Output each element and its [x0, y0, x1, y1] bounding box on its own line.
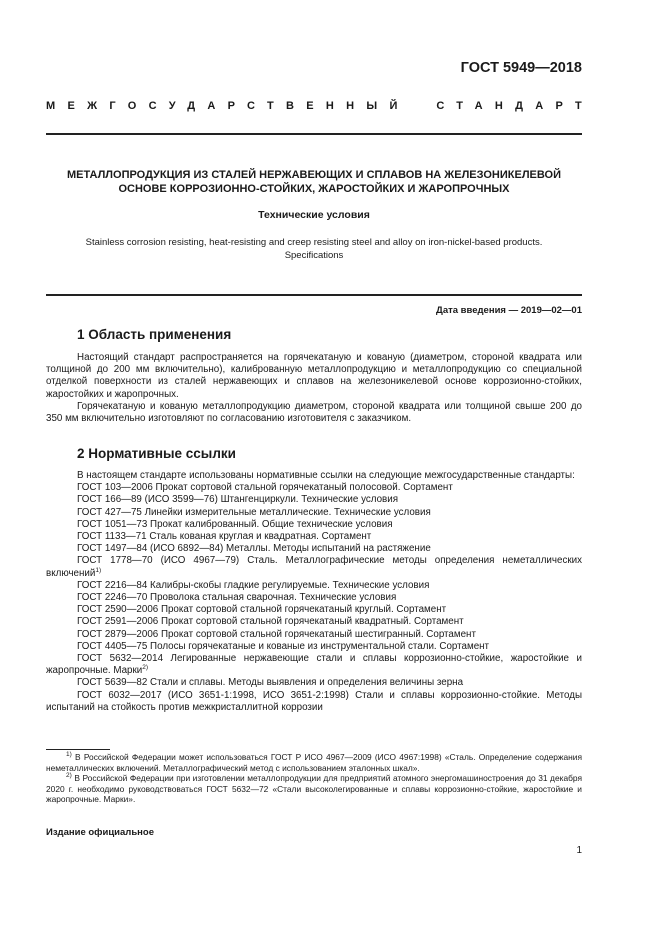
footnotes [46, 752, 582, 805]
reference-text: ГОСТ 1778—70 (ИСО 4967—79) Сталь. Металлографические методы определения неметаллических включений [46, 555, 582, 579]
section-1-paragraph: Горячекатаную и кованую металлопродукцию диаметром, стороной квадрата или толщиной свыше 200 до 350 мм включительно изготовляют по согласованию изготовителя с заказчиком. [46, 400, 582, 425]
reference-item: ГОСТ 4405—75 Полосы горячекатаные и кованые из инструментальной стали. Сортамент [77, 640, 490, 652]
document-code: ГОСТ 5949—2018 [460, 60, 582, 76]
reference-item: ГОСТ 2590—2006 Прокат сортовой стальной горячекатаный круглый. Сортамент [77, 604, 447, 616]
reference-item: ГОСТ 166—89 (ИСО 3599—76) Штангенциркули. Технические условия [77, 494, 399, 506]
reference-item: ГОСТ 2591—2006 Прокат сортовой стальной горячекатаный квадратный. Сортамент [77, 616, 464, 628]
reference-item: ГОСТ 427—75 Линейки измерительные металлические. Технические условия [77, 506, 431, 518]
page-number: 1 [576, 845, 582, 856]
footnote-2-text: В Российской Федерации при изготовлении металлопродукции для предприятий атомного энергомашиностроения до 31 декабря 2020 г. необходимо руководствоваться ГОСТ 5632—72 «Стали высоколегированные и сплавы коррозионно-стойкие, жаростойкие и жаропрочные. Марки». [46, 773, 583, 805]
footnote-2 [46, 773, 582, 805]
footnote-ref-1: 1) [95, 566, 102, 574]
footnote-ref-2: 2) [142, 664, 149, 672]
footnote-1 [46, 752, 582, 773]
reference-item: ГОСТ 2246—70 Проволока стальная сварочная. Технические условия [77, 592, 397, 604]
section-2-heading: 2 Нормативные ссылки [77, 446, 236, 461]
official-edition-label: Издание официальное [46, 827, 154, 838]
english-title-line-1: Stainless corrosion resisting, heat-resisting and creep resisting steel and alloy on iron-nickel-based products. [85, 237, 543, 248]
section-1-body [46, 352, 582, 425]
reference-item: ГОСТ 5639—82 Стали и сплавы. Методы выявления и определения величины зерна [77, 677, 464, 689]
reference-item: ГОСТ 6032—2017 (ИСО 3651-1:1998, ИСО 3651-2:1998) Стали и сплавы коррозионно-стойкие. Методы испытаний на стойкость против межкристаллитной коррозии [46, 689, 582, 713]
reference-item [46, 555, 582, 579]
reference-text: ГОСТ 5632—2014 Легированные нержавеющие стали и сплавы коррозионно-стойкие, жаростойкие и жаропрочные. Марки [46, 653, 582, 677]
top-divider [46, 133, 582, 135]
reference-item: ГОСТ 1051—73 Прокат калиброванный. Общие технические условия [77, 518, 393, 530]
footnote-1-text: В Российской Федерации может использоваться ГОСТ Р ИСО 4967—2009 (ИСО 4967:1998) «Сталь. Определение содержания неметаллических включений. Металлографический метод с использованием эталонных шкал». [46, 752, 583, 773]
reference-item: ГОСТ 2879—2006 Прокат сортовой стальной горячекатаный шестигранный. Сортамент [77, 628, 476, 640]
reference-item: ГОСТ 103—2006 Прокат сортовой стальной горячекатаный полосовой. Сортамент [77, 482, 453, 494]
reference-item [46, 653, 582, 677]
document-subtitle: Технические условия [258, 209, 370, 221]
title-line-2: ОСНОВЕ КОРРОЗИОННО-СТОЙКИХ, ЖАРОСТОЙКИХ И ЖАРОПРОЧНЫХ [118, 183, 510, 195]
reference-item: ГОСТ 2216—84 Калибры-скобы гладкие регулируемые. Технические условия [77, 579, 430, 591]
english-title-line-2: Specifications [284, 250, 344, 261]
reference-item: ГОСТ 1497—84 (ИСО 6892—84) Металлы. Методы испытаний на растяжение [77, 543, 431, 555]
footnote-2-mark: 2) [66, 772, 72, 780]
normative-references-list [46, 470, 582, 714]
introduction-date: Дата введения — 2019—02—01 [436, 305, 582, 316]
section-1-heading: 1 Область применения [77, 327, 232, 342]
footnote-divider [46, 749, 110, 750]
banner-word-interstate: МЕЖГОСУДАРСТВЕННЫЙ [46, 100, 410, 112]
title-line-1: МЕТАЛЛОПРОДУКЦИЯ ИЗ СТАЛЕЙ НЕРЖАВЕЮЩИХ И СПЛАВОВ НА ЖЕЛЕЗОНИКЕЛЕВОЙ [66, 169, 562, 181]
footnote-1-mark: 1) [66, 751, 72, 758]
title-divider [46, 294, 582, 296]
banner-word-standard: СТАНДАРТ [436, 100, 594, 112]
reference-item: ГОСТ 1133—71 Сталь кованая круглая и квадратная. Сортамент [77, 531, 372, 543]
section-1-paragraph: Настоящий стандарт распространяется на горячекатаную и кованую (диаметром, стороной квадрата или толщиной до 200 мм включительно), калиброванную металлопродукцию и металлопродукцию со специальной отделкой поверхности из сталей нержавеющих и сплавов на железоникелевой основе коррозионно-стойких, жаростойких и жаропрочных. [46, 352, 582, 400]
english-title [46, 236, 582, 262]
references-intro: В настоящем стандарте использованы нормативные ссылки на следующие межгосударственные стандарты: [77, 470, 575, 481]
document-title [46, 168, 582, 196]
